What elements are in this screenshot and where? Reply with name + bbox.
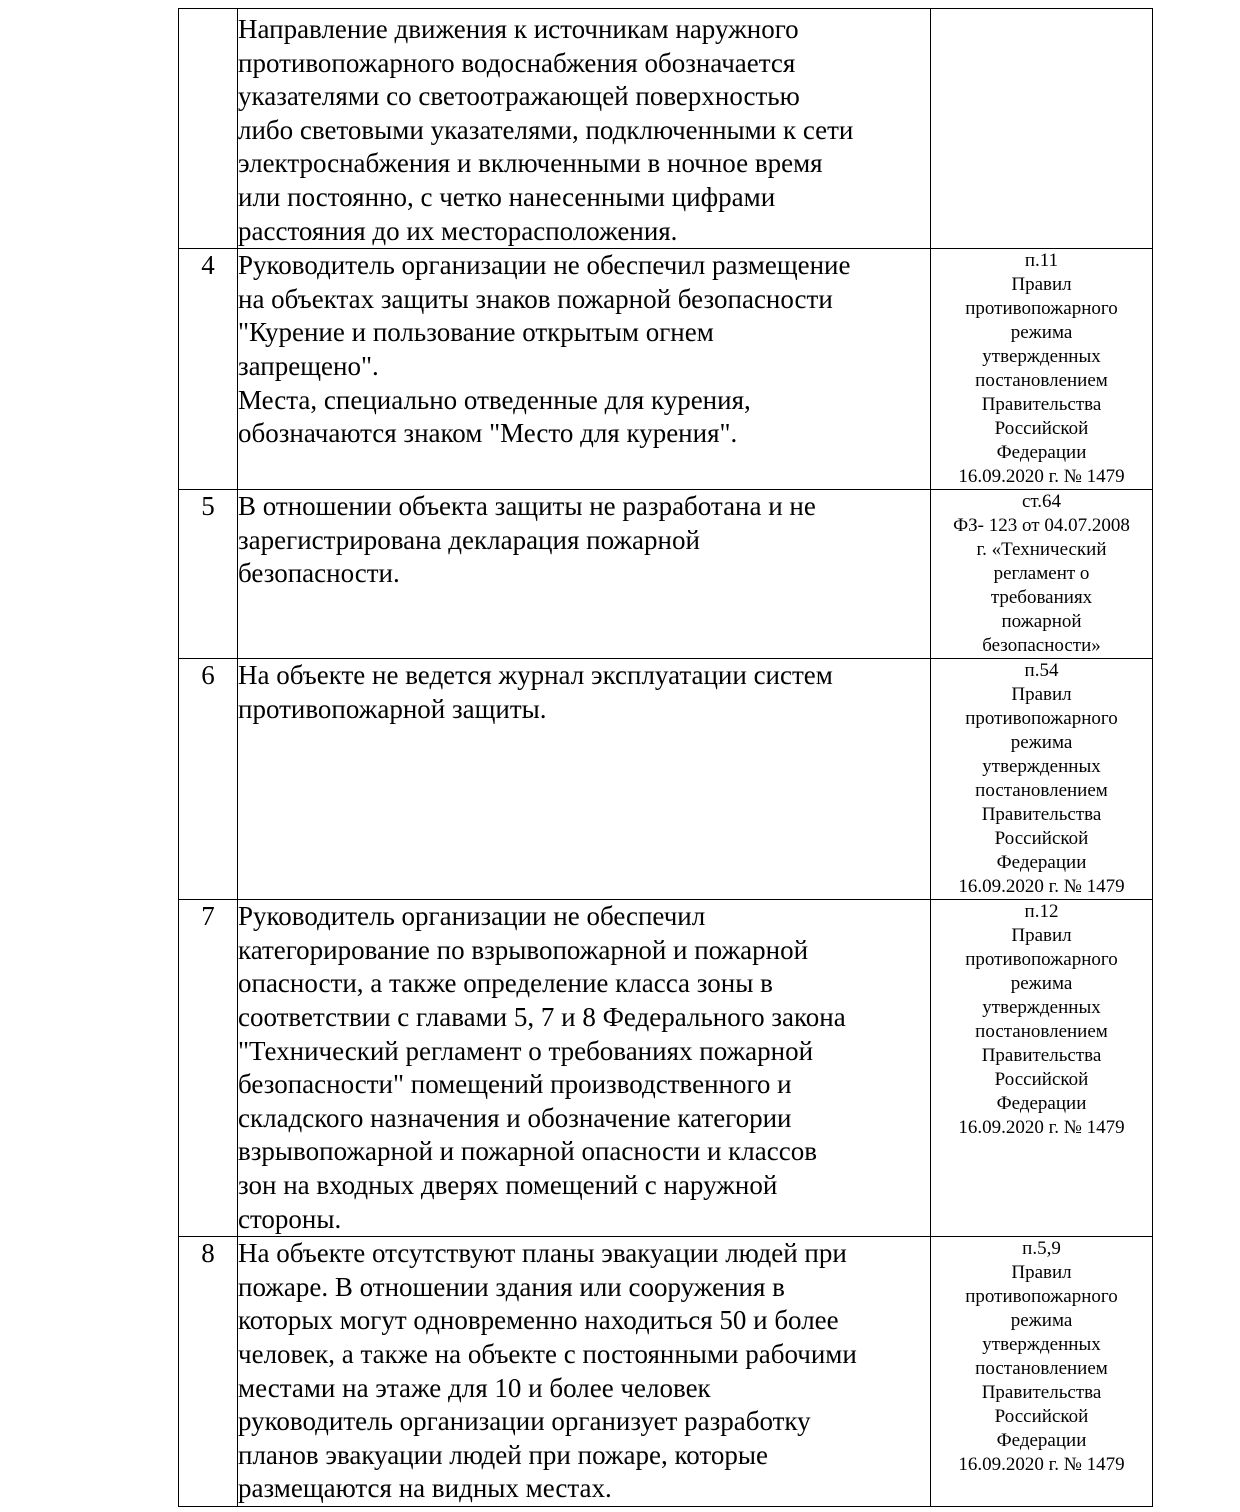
violation-description: Руководитель организации не обеспечил категорирование по взрывопожарной и пожарной опасности, а также определение класса зоны в соответствии с главами 5, 7 и 8 Федерального закона "Технический регламент о требованиях пожарной безопасности" помещений производственного и складского назначения и обозначение категории взрывопожарной и пожарной опасности и классов зон на входных дверях помещений с наружной стороны.: [238, 900, 931, 1237]
table-row: [179, 659, 1153, 900]
legal-reference: п.5,9 Правил противопожарного режима утвержденных постановлением Правительства Российской Федерации 16.09.2020 г. № 1479: [931, 1237, 1153, 1507]
violation-description: На объекте не ведется журнал эксплуатации систем противопожарной защиты.: [238, 659, 931, 900]
legal-reference: п.11 Правил противопожарного режима утвержденных постановлением Правительства Российской Федерации 16.09.2020 г. № 1479: [931, 249, 1153, 490]
row-number: [179, 9, 238, 249]
table-row: [179, 490, 1153, 659]
violation-description: Направление движения к источникам наружного противопожарного водоснабжения обозначается указателями со светоотражающей поверхностью либо световыми указателями, подключенными к сети электроснабжения и включенными в ночное время или постоянно, с четко нанесенными цифрами расстояния до их месторасположения.: [238, 9, 931, 249]
violations-table: [178, 8, 1153, 1507]
violation-description: Руководитель организации не обеспечил размещение на объектах защиты знаков пожарной безопасности "Курение и пользование открытым огнем запрещено". Места, специально отведенные для курения, обозначаются знаком "Место для курения".: [238, 249, 931, 490]
legal-reference: п.54 Правил противопожарного режима утвержденных постановлением Правительства Российской Федерации 16.09.2020 г. № 1479: [931, 659, 1153, 900]
table-row: [179, 249, 1153, 490]
row-number: 8: [179, 1237, 238, 1507]
table-row: [179, 1237, 1153, 1507]
legal-reference: [931, 9, 1153, 249]
violation-description: На объекте отсутствуют планы эвакуации людей при пожаре. В отношении здания или сооружения в которых могут одновременно находиться 50 и более человек, а также на объекте с постоянными рабочими местами на этаже для 10 и более человек руководитель организации организует разработку планов эвакуации людей при пожаре, которые размещаются на видных местах.: [238, 1237, 931, 1507]
row-number: 5: [179, 490, 238, 659]
legal-reference: ст.64 ФЗ- 123 от 04.07.2008 г. «Технический регламент о требованиях пожарной безопасности»: [931, 490, 1153, 659]
legal-reference: п.12 Правил противопожарного режима утвержденных постановлением Правительства Российской Федерации 16.09.2020 г. № 1479: [931, 900, 1153, 1237]
row-number: 6: [179, 659, 238, 900]
table-row: [179, 900, 1153, 1237]
row-number: 4: [179, 249, 238, 490]
table-row: [179, 9, 1153, 249]
row-number: 7: [179, 900, 238, 1237]
violation-description: В отношении объекта защиты не разработана и не зарегистрирована декларация пожарной безопасности.: [238, 490, 931, 659]
